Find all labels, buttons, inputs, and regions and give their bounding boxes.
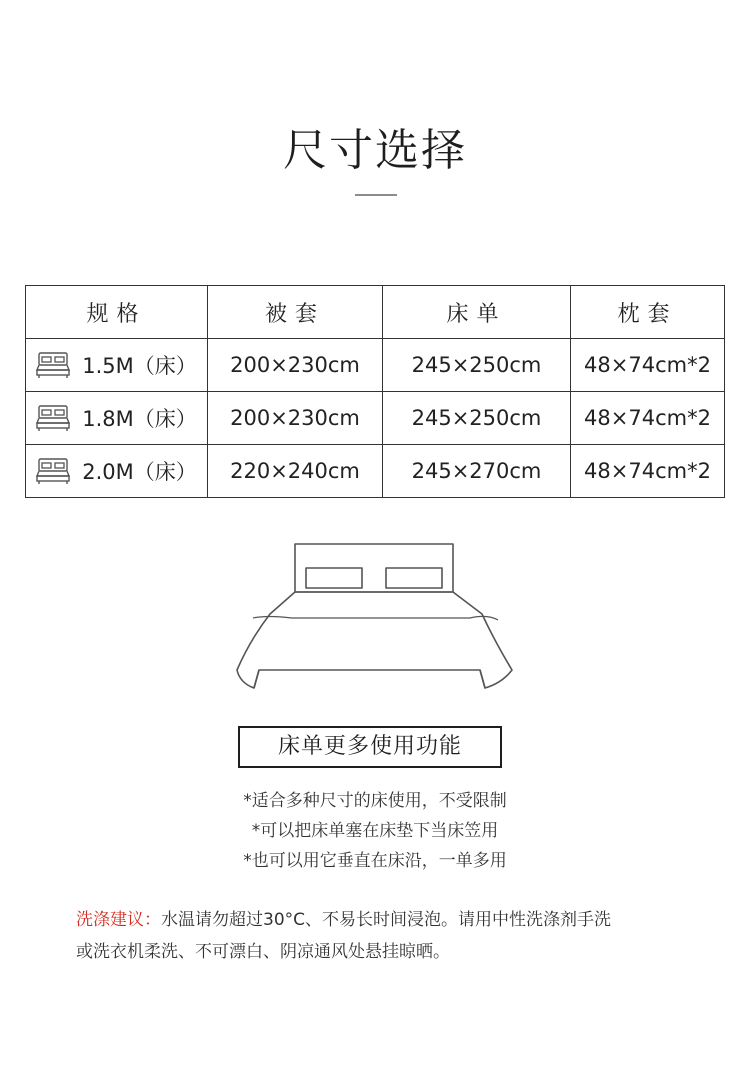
header-duvet: 被套 [208,286,383,339]
bed-icon [36,352,70,378]
spec-cell [26,339,208,392]
sheet-size: 245×250cm [383,339,571,392]
header-spec: 规格 [26,286,208,339]
duvet-size: 220×240cm [208,445,383,498]
header-pillow: 枕套 [571,286,725,339]
spec-label: 1.8M（床） [82,407,197,431]
table-row [26,392,725,445]
care-line-1 [76,904,686,936]
table-row [26,339,725,392]
feature-title: 床单更多使用功能 [238,726,502,768]
bed-icon [36,405,70,431]
care-text-1: 水温请勿超过30°C、不易长时间浸泡。请用中性洗涤剂手洗 [161,910,612,930]
spec-label: 2.0M（床） [82,460,197,484]
header-sheet: 床单 [383,286,571,339]
pillow-size: 48×74cm*2 [571,392,725,445]
sheet-size: 245×270cm [383,445,571,498]
table-header-row [26,286,725,339]
spec-cell [26,392,208,445]
feature-note: *适合多种尺寸的床使用，不受限制 [243,791,507,811]
bed-illustration [232,540,522,700]
bed-icon [36,458,70,484]
care-label: 洗涤建议： [76,910,161,930]
spec-label: 1.5M（床） [82,354,197,378]
feature-note: *也可以用它垂直在床沿，一单多用 [243,851,507,871]
title-divider [355,194,397,196]
duvet-size: 200×230cm [208,339,383,392]
sheet-size: 245×250cm [383,392,571,445]
feature-note: *可以把床单塞在床垫下当床笠用 [251,821,499,841]
pillow-size: 48×74cm*2 [571,445,725,498]
size-table [25,285,725,498]
table-row [26,445,725,498]
spec-cell [26,445,208,498]
care-instructions [76,904,686,968]
pillow-size: 48×74cm*2 [571,339,725,392]
feature-notes [0,786,750,876]
page-title: 尺寸选择 [283,125,467,176]
care-line-2: 或洗衣机柔洗、不可漂白、阴凉通风处悬挂晾晒。 [76,942,450,962]
duvet-size: 200×230cm [208,392,383,445]
